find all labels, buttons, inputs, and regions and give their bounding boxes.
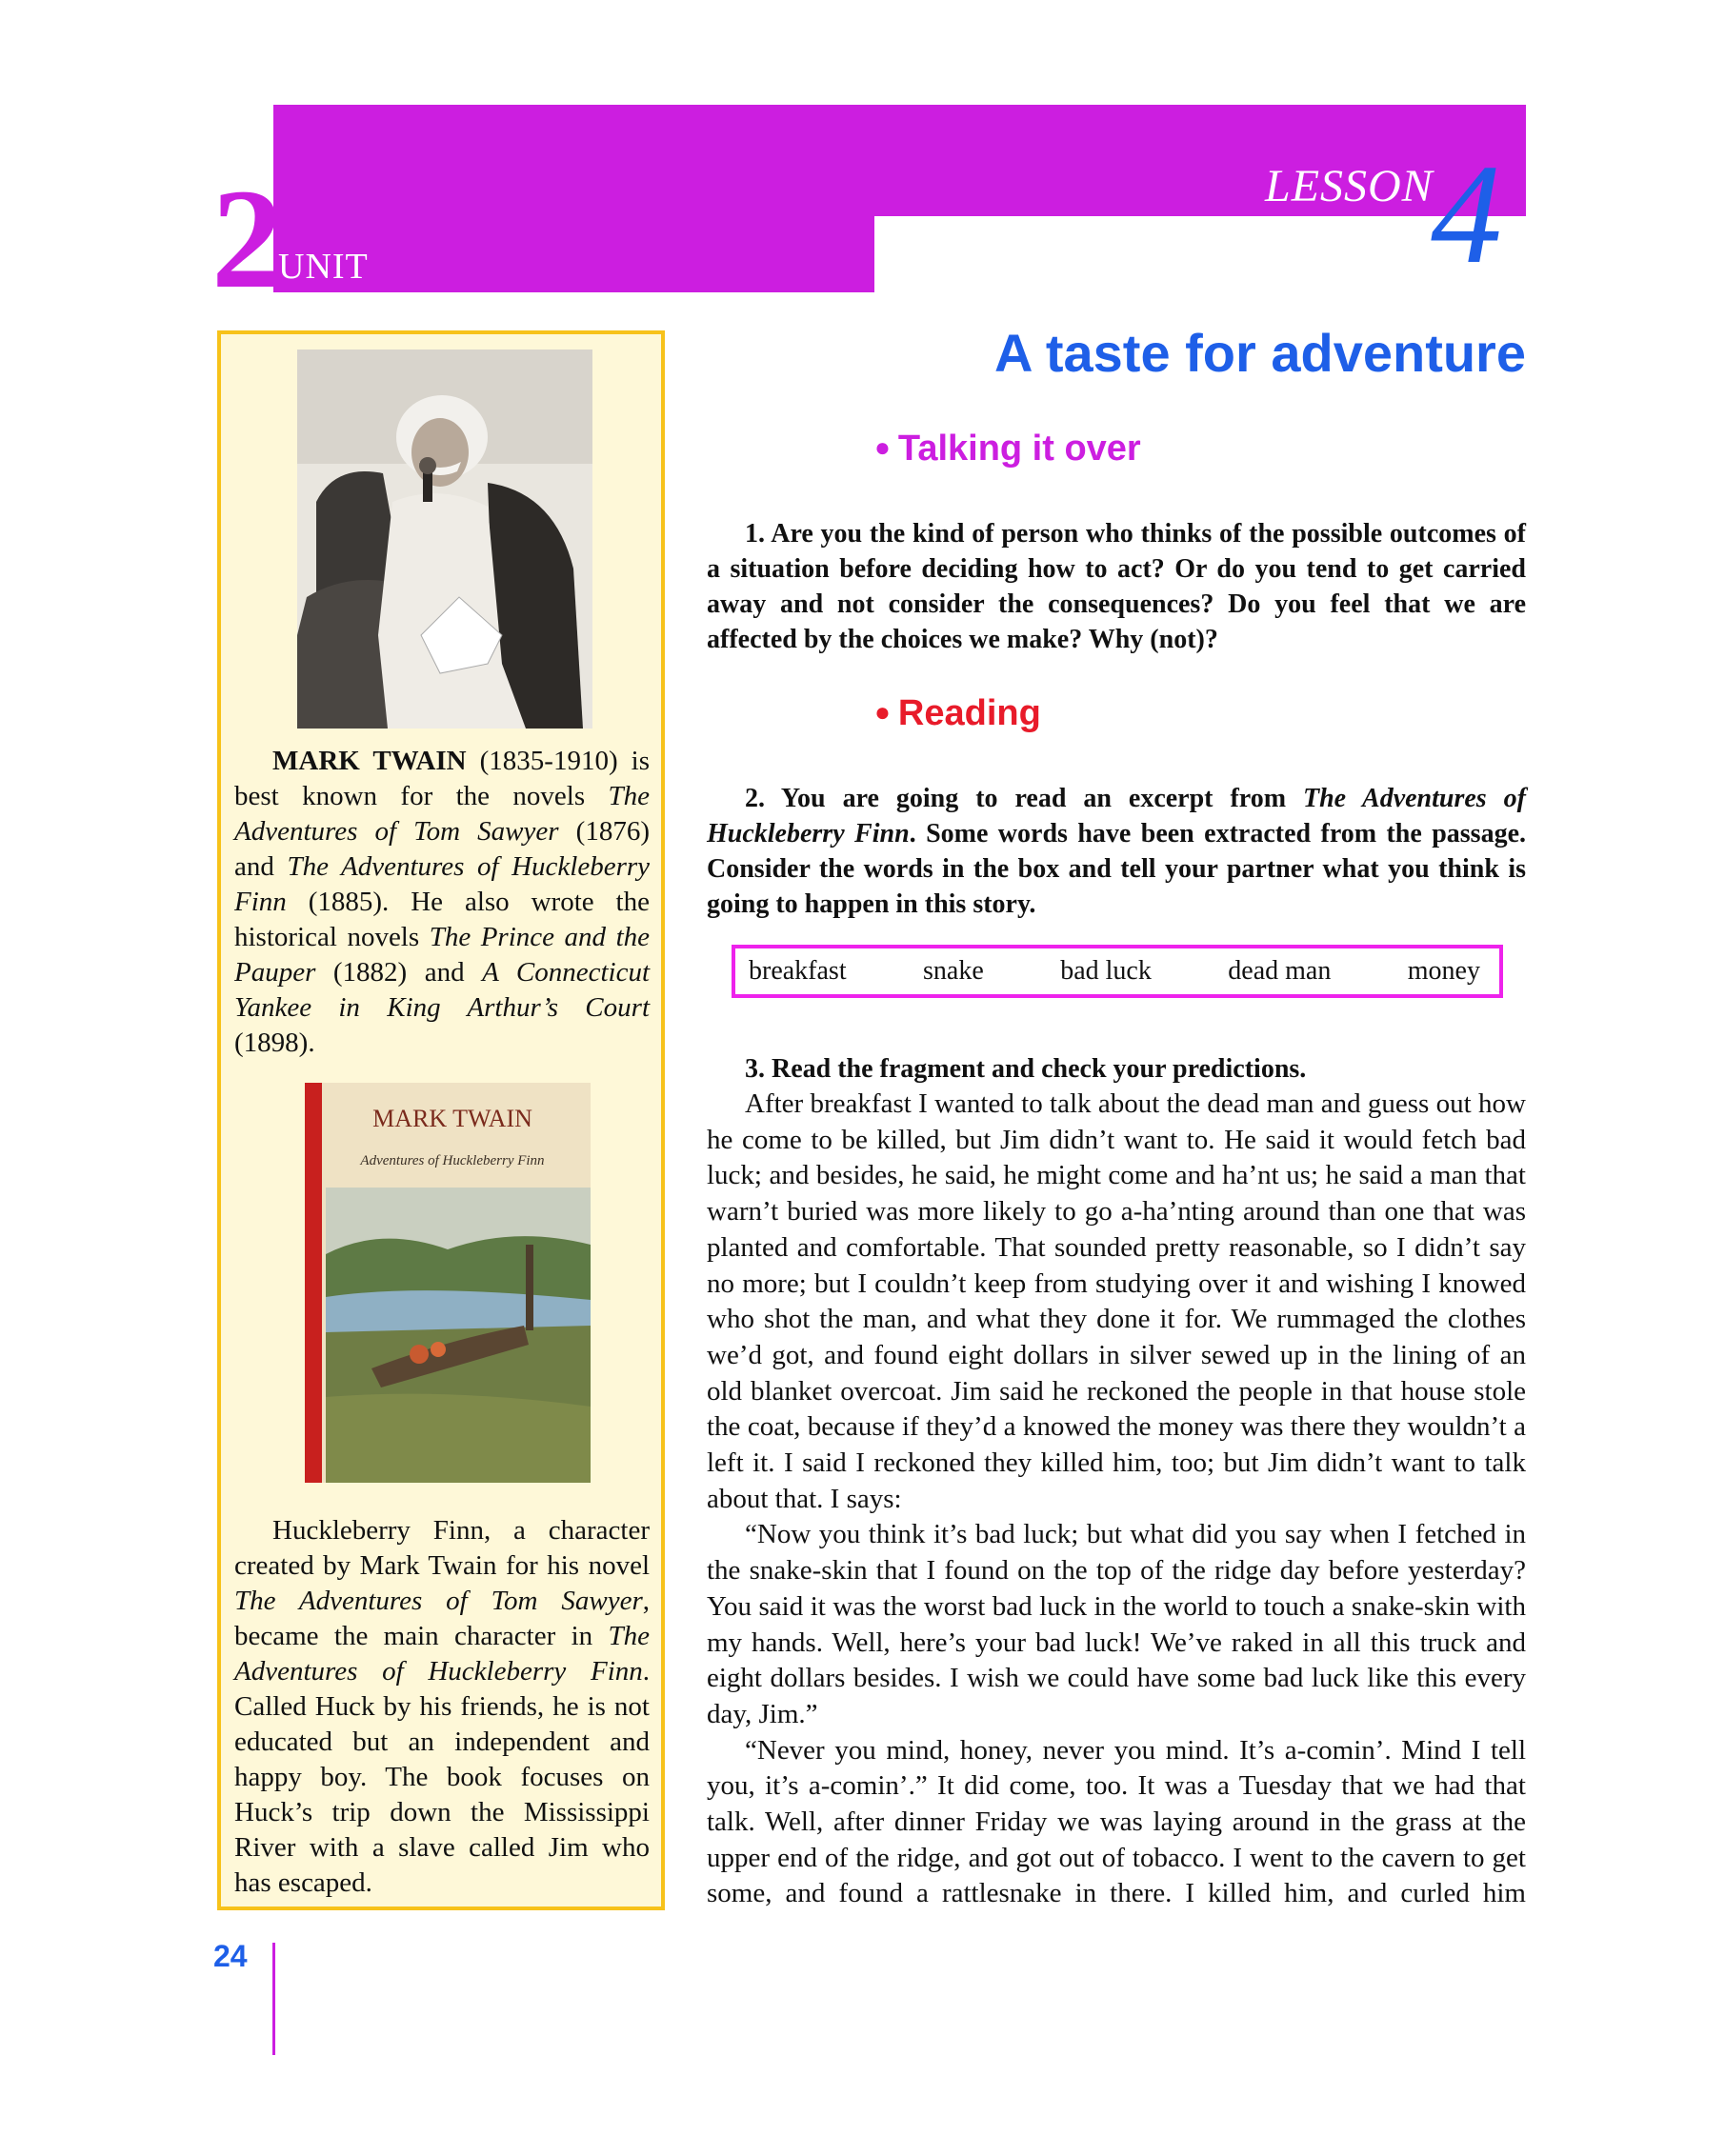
question-3-text: 3. Read the fragment and check your predictions. [745, 1054, 1307, 1084]
bio-title-tom-sawyer: The Adventures of Tom Sawyer [234, 781, 650, 847]
passage-paragraph: “Now you think it’s bad luck; but what did you say when I fetched in the snake-skin that I found on the top of the ridge day before yesterday? You said it was the worst bad luck in the world to touch a snake-skin with my hands. Well, here’s your bad luck! We’ve raked in all this truck and eight dollars besides. I wish we could have some bad luck like this every day, Jim.” [707, 1519, 1526, 1729]
bio-title-connecticut-yankee: A Connecticut Yankee in King Arthur’s Court [234, 957, 651, 1023]
huck-text: Huckleberry Finn, a character created by Mark Twain for his novel [234, 1515, 650, 1581]
book-cover-author: MARK TWAIN [372, 1105, 532, 1132]
huck-text: , became the main character in [234, 1586, 650, 1651]
word-box-item: breakfast [749, 956, 847, 986]
word-box-item: snake [923, 956, 984, 986]
section-heading-talking [874, 429, 1141, 469]
bullet-icon: ● [874, 432, 891, 462]
lesson-label: LESSON [1265, 161, 1434, 211]
question-1-text: 1. Are you the kind of person who thinks of the possible outcomes of a situation before deciding how to act? Or do you tend to get carried away and not consider the consequences? Do you feel that we are affected by the choices we make? Why (not)? [707, 519, 1526, 654]
bio-text: (1835-1910) is best known for the novels [234, 746, 650, 811]
huck-text: . Called Huck by his friends, he is not educated but an independent and happy boy. The book focuses on Huck’s trip down the Mississippi River with a slave called Jim who has escaped. [234, 1656, 650, 1898]
question-1 [707, 516, 1526, 657]
page-number-rule [272, 1943, 275, 2055]
bullet-icon: ● [874, 697, 891, 727]
bio-text: (1876) and [234, 816, 650, 882]
bio-title-prince-pauper: The Prince and the Pauper [234, 922, 650, 988]
passage-paragraph: “Never you mind, honey, never you mind. It’s a-comin’. Mind I tell you, it’s a-comin’.” It did come, too. It was a Tuesday that we had that talk. Well, after dinner Friday we was laying around in the grass at the upper end of the ridge, and got out of tobacco. I went to the cavern to get some, and found a rattlesnake in there. I killed him, and curled him [707, 1734, 1526, 1909]
bio-text: (1885). He also wrote the historical novels [234, 887, 650, 952]
unit-label: UNIT [278, 247, 369, 287]
book-cover-image [305, 1083, 591, 1483]
word-box [732, 945, 1503, 998]
mark-twain-bio [234, 744, 650, 1061]
question-2 [707, 781, 1526, 922]
bio-title-huckleberry-finn: The Adventures of Huckleberry Finn [234, 851, 651, 917]
lesson-number: 4 [1431, 135, 1502, 293]
section-label: Reading [897, 693, 1041, 733]
huck-title-tom-sawyer: The Adventures of Tom Sawyer [234, 1586, 643, 1616]
question-2-text: 2. You are going to read an excerpt from [745, 784, 1303, 813]
question-3 [707, 1051, 1526, 1087]
section-heading-reading [874, 693, 1041, 734]
reading-passage [707, 1087, 1526, 1912]
bio-text: (1882) and [315, 957, 483, 988]
section-label: Talking it over [897, 429, 1141, 469]
passage-paragraph: After breakfast I wanted to talk about the dead man and guess out how he come to be killed, but Jim didn’t want to. He said it would fetch bad luck; and besides, he said, he might come and ha’nt us; he said a man that warn’t buried was more likely to go a-ha’nting around than one that was planted and comfortable. That sounded pretty reasonable, so I didn’t say no more; but I couldn’t keep from studying over it and wishing I knowed who shot the man, and what they done it for. We rummaged the clothes we’d got, and found eight dollars in silver sewed up in the lining of an old blanket overcoat. Jim said he reckoned the people in that house stole the coat, because if they’d a knowed the money was there they wouldn’t a left it. I said I reckoned they killed him, too; but Jim didn’t want to talk about that. I says: [707, 1088, 1526, 1514]
page-number: 24 [213, 1939, 248, 1973]
author-name: MARK TWAIN [272, 746, 467, 776]
question-2-book-title: The Adventures of Huckleberry Finn [707, 784, 1526, 848]
book-cover-title: Adventures of Huckleberry Finn [360, 1153, 545, 1168]
huckleberry-finn-bio [234, 1513, 650, 1901]
huck-title-huckleberry-finn: The Adventures of Huckleberry Finn [234, 1621, 650, 1687]
word-box-item: money [1407, 956, 1480, 986]
word-box-item: dead man [1228, 956, 1332, 986]
word-box-item: bad luck [1060, 956, 1152, 986]
author-sidebar [217, 330, 665, 1910]
mark-twain-photo [297, 349, 592, 729]
unit-number: 2 [211, 160, 283, 318]
page-title: A taste for adventure [993, 323, 1526, 383]
bio-text: (1898). [234, 1028, 315, 1058]
question-2-text: . Some words have been extracted from the passage. Consider the words in the box and tell your partner what you think is going to happen in this story. [707, 819, 1527, 919]
